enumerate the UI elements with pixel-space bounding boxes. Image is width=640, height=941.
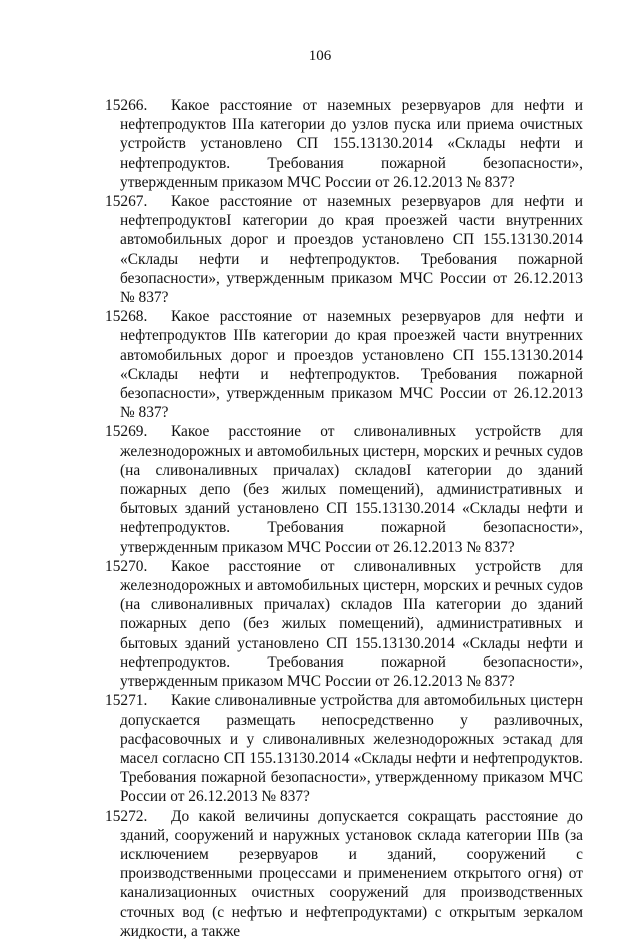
item-number: 15268. [105,308,148,326]
item-text: Какое расстояние от наземных резервуаров для нефти и нефтепродуктов IIIа категории до узлов пуска или приема очистных устройств установлено СП 155.13130.2014 «Склады нефти и нефтепродуктов. Требования пожарной безопасности», утвержденным приказом МЧС России от 26.12.2013 № 837? [120,97,583,191]
item-number: 15272. [105,807,148,825]
item-number: 15271. [105,692,148,710]
item-text: Какое расстояние от сливоналивных устройств для железнодорожных и автомобильных цистерн, морских и речных судов (на сливоналивных причалах) складовI категории до зданий пожарных депо (без жилых помещений), административных и бытовых зданий установлено СП 155.13130.2014 «Склады нефти и нефтепродуктов. Требования пожарной безопасности», утвержденным приказом МЧС России от 26.12.2013 № 837? [120,423,583,556]
item-number: 15269. [105,423,148,441]
list-item [105,691,583,806]
item-number: 15267. [105,193,148,211]
question-list [105,96,583,941]
page-number: 106 [308,48,332,64]
item-number: 15266. [105,97,148,114]
list-item [105,422,583,556]
item-text: До какой величины допускается сокращать расстояние до зданий, сооружений и наружных установок склада категории IIIв (за исключением резервуаров и зданий, сооружений с производственными процессами и применением открытого огня) от канализационных очистных сооружений для производственных сточных вод (с нефтью и нефтепродуктами) с открытым зеркалом жидкости, а также [120,807,583,940]
list-item [105,557,583,691]
item-text: Какое расстояние от наземных резервуаров для нефти и нефтепродуктовI категории до края проезжей части внутренних автомобильных дорог и проездов установлено СП 155.13130.2014 «Склады нефти и нефтепродуктов. Требования пожарной безопасности», утвержденным приказом МЧС России от 26.12.2013 № 837? [120,193,583,307]
list-item [105,192,583,307]
list-item [105,96,583,192]
item-text: Какое расстояние от наземных резервуаров для нефти и нефтепродуктов IIIв категории до края проезжей части внутренних автомобильных дорог и проездов установлено СП 155.13130.2014 «Склады нефти и нефтепродуктов. Требования пожарной безопасности», утвержденным приказом МЧС России от 26.12.2013 № 837? [120,308,583,422]
list-item [105,307,583,422]
item-text: Какое расстояние от сливоналивных устройств для железнодорожных и автомобильных цистерн, морских и речных судов (на сливоналивных причалах) складов IIIа категории до зданий пожарных депо (без жилых помещений), административных и бытовых зданий установлено СП 155.13130.2014 «Склады нефти и нефтепродуктов. Требования пожарной безопасности», утвержденным приказом МЧС России от 26.12.2013 № 837? [120,557,583,691]
item-number: 15270. [105,557,148,575]
list-item [105,807,583,941]
item-text: Какие сливоналивные устройства для автомобильных цистерн допускается размещать непосредственно у разливочных, расфасовочных и у сливоналивных железнодорожных эстакад для масел согласно СП 155.13130.2014 «Склады нефти и нефтепродуктов. Требования пожарной безопасности», утвержденному приказом МЧС России от 26.12.2013 № 837? [120,692,583,806]
